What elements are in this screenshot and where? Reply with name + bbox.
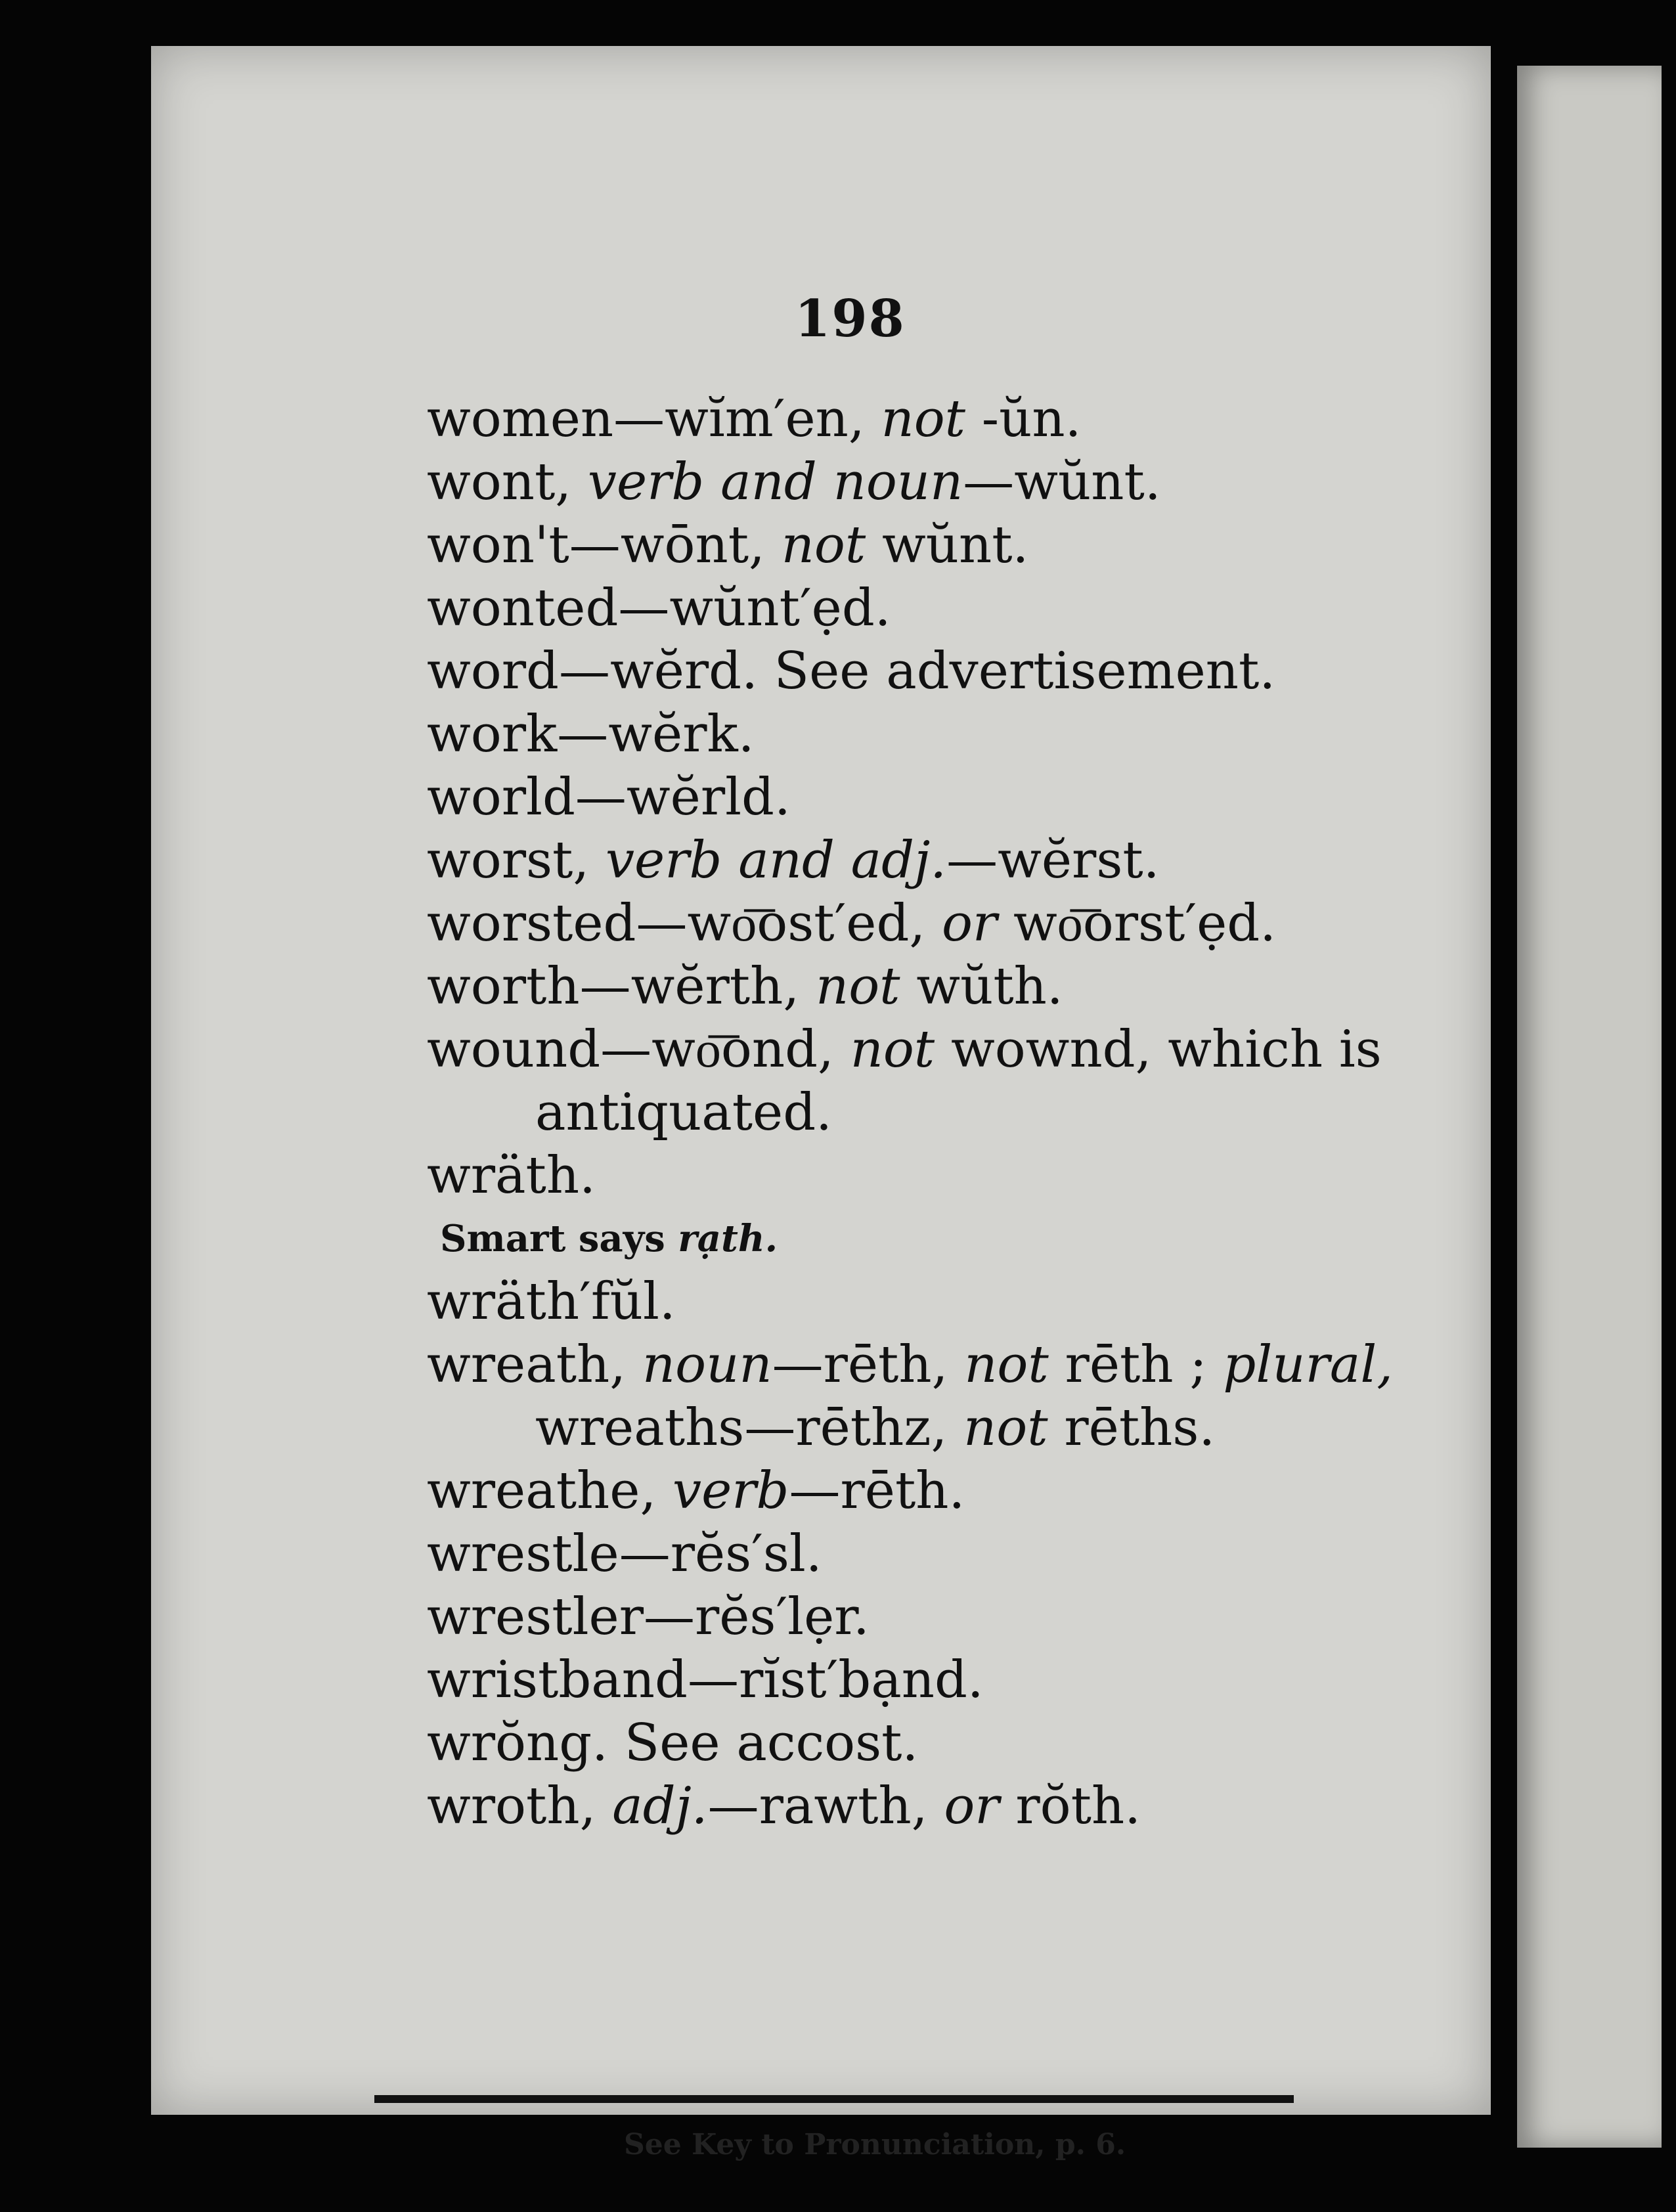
page-number: 198 — [795, 289, 906, 349]
entry-text: wrestle—rĕs′sl. — [427, 1524, 822, 1583]
dictionary-entry — [427, 1459, 1412, 1522]
dictionary-entry — [427, 1712, 1412, 1775]
entry-text: wroth, — [427, 1777, 613, 1836]
entry-list — [427, 387, 1412, 1838]
entry-italic-text: not — [881, 389, 965, 449]
entry-text: wound—wo͞ond, — [427, 1020, 850, 1079]
entry-italic-text: or — [941, 894, 998, 953]
entry-italic-text: verb and adj. — [605, 831, 947, 890]
dictionary-entry — [427, 1270, 1412, 1333]
dictionary-entry — [427, 955, 1412, 1018]
entry-italic-text: not — [815, 957, 900, 1016]
entry-text: wreath, — [427, 1335, 642, 1394]
entry-text: wont, — [427, 453, 588, 512]
entry-text: work—wĕrk. — [427, 705, 755, 764]
entry-text: wrestler—rĕs′lẹr. — [427, 1587, 870, 1647]
entry-continuation — [427, 1081, 1412, 1144]
entry-text: wräth′fŭl. — [427, 1272, 676, 1331]
entry-text: wŭth. — [900, 957, 1063, 1016]
entry-text: —rēth, — [772, 1335, 965, 1394]
entry-text: wŭnt. — [866, 516, 1029, 575]
entry-text: rēth ; — [1048, 1335, 1224, 1394]
entry-text: worsted—wo͞ost′ed, — [427, 894, 942, 953]
dictionary-entry — [427, 1144, 1412, 1207]
entry-text: —rawth, — [707, 1777, 944, 1836]
dictionary-entry — [427, 829, 1412, 892]
entry-italic-text: adj. — [612, 1777, 708, 1836]
entry-italic-text: verb — [673, 1461, 789, 1520]
dictionary-entry — [427, 451, 1412, 514]
entry-text: wo͞orst′ẹd. — [997, 894, 1276, 953]
entry-text: rēths. — [1048, 1398, 1216, 1457]
entry-text: wonted—wŭnt′ẹd. — [427, 579, 891, 638]
entry-italic-text: not — [781, 516, 866, 575]
entry-text: —rēth. — [789, 1461, 965, 1520]
entry-text: -ŭn. — [965, 389, 1082, 449]
facing-page-edge — [1517, 66, 1662, 2148]
entry-italic-text: not — [850, 1020, 935, 1079]
entry-text: worth—wĕrth, — [427, 957, 816, 1016]
dictionary-entry — [427, 1585, 1412, 1648]
entry-text: world—wĕrld. — [427, 768, 791, 827]
entry-text: Smart says — [440, 1217, 678, 1260]
entry-continuation — [427, 1396, 1412, 1459]
dictionary-entry — [427, 1333, 1412, 1396]
entry-italic-text: not — [963, 1398, 1048, 1457]
entry-text: wräth. — [427, 1146, 596, 1205]
entry-italic-text: rạth. — [678, 1217, 778, 1260]
entry-text: wownd, which is — [935, 1020, 1382, 1079]
entry-italic-text: noun — [642, 1335, 772, 1394]
entry-text: wreaths—rēthz, — [535, 1398, 964, 1457]
entry-text: word—wĕrd. See advertisement. — [427, 642, 1276, 701]
dictionary-entry — [427, 1522, 1412, 1585]
entry-note — [427, 1207, 1412, 1270]
dictionary-entry — [427, 514, 1412, 577]
footer-rule — [374, 2095, 1294, 2103]
dictionary-entry — [427, 577, 1412, 640]
entry-text: wreathe, — [427, 1461, 673, 1520]
entry-text: antiquated. — [535, 1083, 832, 1142]
entry-italic-text: verb and noun — [587, 453, 963, 512]
dictionary-entry — [427, 1648, 1412, 1712]
entry-text: —wĕrst. — [946, 831, 1160, 890]
entry-text: wristband—rĭst′bạnd. — [427, 1650, 984, 1710]
footer-note: See Key to Pronunciation, p. 6. — [624, 2128, 1126, 2161]
entry-text: wrŏng. See accost. — [427, 1714, 919, 1773]
dictionary-entry — [427, 766, 1412, 829]
entry-text: won't—wōnt, — [427, 516, 782, 575]
dictionary-entry — [427, 387, 1412, 451]
dictionary-entry — [427, 1775, 1412, 1838]
entry-text: women—wĭm′en, — [427, 389, 881, 449]
entry-italic-text: or — [944, 1777, 1000, 1836]
dictionary-entry — [427, 703, 1412, 766]
entry-text: —wŭnt. — [963, 453, 1161, 512]
entry-italic-text: not — [964, 1335, 1049, 1394]
dictionary-entry — [427, 1018, 1412, 1081]
dictionary-entry — [427, 892, 1412, 955]
entry-text: rŏth. — [999, 1777, 1141, 1836]
entry-italic-text: plural, — [1223, 1335, 1394, 1394]
dictionary-entry — [427, 640, 1412, 703]
entry-text: worst, — [427, 831, 606, 890]
